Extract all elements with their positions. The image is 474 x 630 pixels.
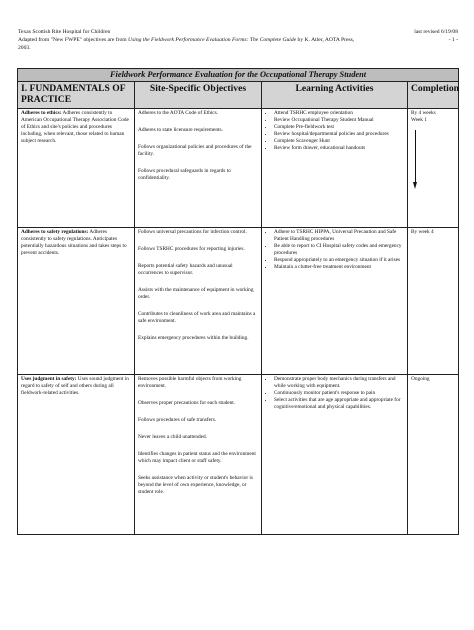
activities-list [265,110,404,152]
objective-item: Contributes to cleanliness of work area and maintains a safe environment. [138,311,256,324]
activities-cell [262,109,408,228]
objectives-cell [135,109,262,228]
objective-item: Follows universal precautions for infection control. [138,229,247,235]
activities-cell [262,375,408,535]
completion-cell [408,109,459,228]
objective-item: Follows TSRHC procedures for reporting injuries. [138,246,245,252]
objective-item: Follows procedural safeguards in regards to confidentiality. [138,168,231,181]
activities-list [265,229,404,271]
fundamental-cell [18,109,135,228]
objective-item: Follows organizational policies and procedures of the facility. [138,144,252,157]
activity-item: • Select activities that are age appropriate and appropriate for cognitive/emotional and physical capabilities. [274,397,404,411]
fundamental-lead: Uses judgment in safety: [21,376,77,382]
column-header-fundamentals: I. FUNDAMENTALS OF PRACTICE [18,82,135,109]
completion-text: Week 1 [411,117,427,123]
objective-item: Assists with the maintenance of equipment in working order. [138,287,254,300]
table-title: Fieldwork Performance Evaluation for the Occupational Therapy Student [18,69,459,82]
fundamental-cell [18,375,135,535]
fundamental-lead: Adheres to safety regulations: [21,229,89,235]
objective-item: Identifies changes in patient status and the environment which may impact client or staff safety. [138,451,256,464]
revised-date: last revised 6/19/08 [414,29,458,35]
activity-item: • Respond appropriately to an emergency situation if it arises [274,257,404,264]
activity-item: • Complete Scavenger Hunt [274,138,404,145]
activity-item: • Demonstrate proper body mechanics during transfers and while working with equipment. [274,376,404,390]
fundamental-text: Uses sound judgment in regard to safety of self and others during all fieldwork-related activities. [21,376,129,396]
completion-text: By week 4 [411,229,434,235]
activity-item: • Continuously monitor patient's response to pain [274,390,404,397]
objectives-cell [135,228,262,375]
table-title-row [18,69,459,82]
fundamental-text: Adheres consistently to American Occupational Therapy Association Code of Ethics and site's policies and procedures including, when relevant, those related to human subject research. [21,110,129,144]
objective-item: Observes proper precautions for each student. [138,400,236,406]
activities-list [265,376,404,411]
column-header-completion: Completion [408,82,459,109]
adapted-note: Adapted from "New FWPE" objectives are from Using the Fieldwork Performance Evaluation Forms: The Complete Guide by K. Atler, AOTA Press, 2003. [18,37,355,51]
activity-item: • Review hospital/departmental policies and procedures [274,131,404,138]
completion-cell [408,228,459,375]
column-header-objectives: Site-Specific Objectives [135,82,262,109]
adapted-source-title: Using the Fieldwork Performance Evaluation Forms: The Complete Guide [128,37,297,43]
fieldwork-table [17,68,459,535]
table-row [18,375,459,535]
activity-item: • Review form drawer, educational handouts [274,145,404,152]
activity-item: • Complete Pre-fieldwork test [274,124,404,131]
fundamental-cell [18,228,135,375]
objective-item: Never leaves a child unattended. [138,434,207,440]
table-row [18,109,459,228]
objective-item: Reports potential safety hazards and unusual occurrences to supervisor. [138,263,233,276]
activity-item: • Attend TSRHC employee orientation [274,110,404,117]
objective-item: Follows procedures of safe transfers. [138,417,217,423]
objectives-cell [135,375,262,535]
activity-item: • Review Occupational Therapy Student Manual [274,117,404,124]
activity-item: • Be able to report to CI Hospital safety codes and emergency procedures [274,243,404,257]
column-header-row [18,82,459,109]
column-header-activities: Learning Activities [262,82,408,109]
table-row [18,228,459,375]
completion-text: By 4 weeks [411,110,436,116]
objective-item: Removes possible harmful objects from working environment. [138,376,242,389]
activity-item: • Adhere to TSRHC HIPPA, Universal Precaution and Safe Patient Handling procedures [274,229,404,243]
objective-item: Adheres to state licensure requirements. [138,127,223,133]
down-arrow-icon [413,130,419,190]
organization-name: Texas Scottish Rite Hospital for Children [18,29,111,35]
fundamental-lead: Adheres to ethics: [21,110,62,116]
document-header [18,28,358,52]
activities-cell [262,228,408,375]
objective-item: Explains emergency procedures within the building. [138,335,249,341]
activity-item: • Maintain a clutter-free treatment environment [274,264,404,271]
objective-item: Seeks assistance when activity or student's behavior is beyond the level of own experience, knowledge, or student role. [138,475,253,495]
completion-text: Ongoing [411,376,430,382]
fundamental-text: Adheres consistently to safety regulations. Anticipates potentially hazardous situations and takes steps to prevent accidents. [21,229,127,256]
completion-cell [408,375,459,535]
revision-info [414,28,458,44]
objective-item: Adheres to the AOTA Code of Ethics. [138,110,219,116]
page-number: - 1 - [448,37,458,43]
